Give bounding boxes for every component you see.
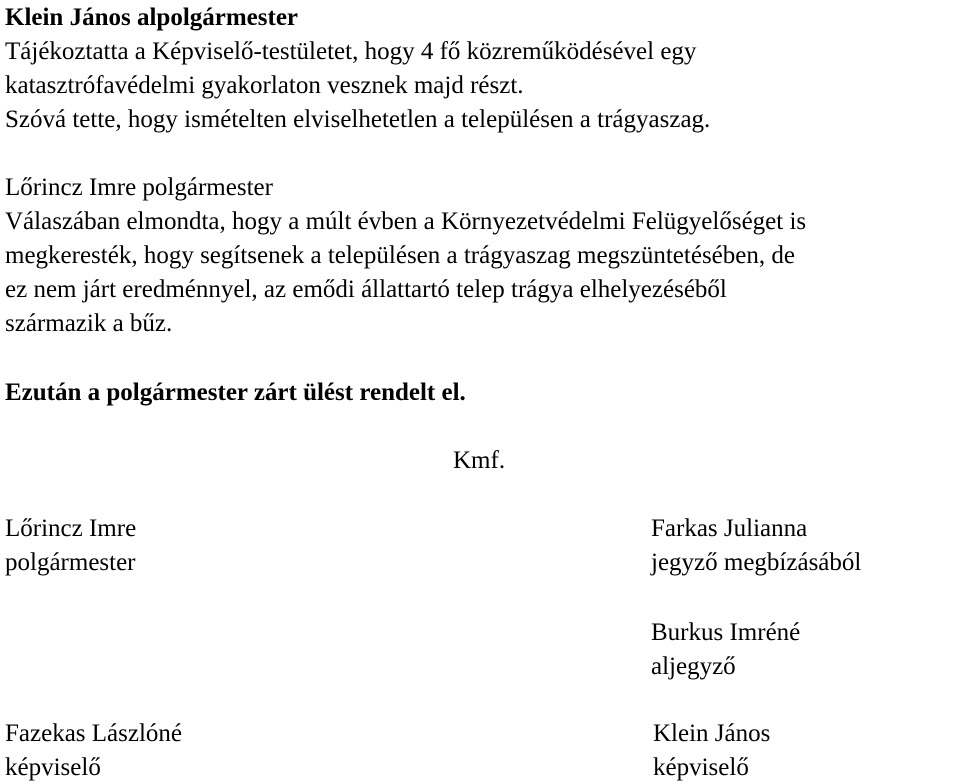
signature-right3-title: képviselő [653, 754, 749, 781]
signature-left1-title: polgármester [5, 549, 136, 576]
signature-left2-name: Fazekas Lászlóné [5, 720, 183, 747]
kmf-label: Kmf. [453, 447, 506, 474]
section2-heading: Lőrincz Imre polgármester [5, 174, 273, 201]
section1-line-2: katasztrófavédelmi gyakorlaton vesznek majd részt. [5, 72, 524, 99]
signature-left1-name: Lőrincz Imre [5, 515, 137, 542]
signature-right1-name: Farkas Julianna [651, 515, 808, 542]
section2-line-1: Válaszában elmondta, hogy a múlt évben a Környezetvédelmi Felügyelőséget is [5, 208, 807, 235]
signature-right2-name: Burkus Imréné [651, 619, 801, 646]
signature-right2-title: aljegyző [651, 653, 736, 680]
section2-line-2: megkeresték, hogy segítsenek a településen a trágyaszag megszüntetésében, de [5, 242, 795, 269]
section2-line-3: ez nem járt eredménnyel, az emődi állattartó telep trágya elhelyezéséből [5, 276, 727, 303]
closing-statement: Ezután a polgármester zárt ülést rendelt el. [5, 379, 466, 406]
section1-line-3: Szóvá tette, hogy ismételten elviselhetetlen a településen a trágyaszag. [5, 106, 711, 133]
section2-line-4: származik a bűz. [5, 310, 173, 337]
signature-right3-name: Klein János [653, 720, 771, 747]
section1-heading: Klein János alpolgármester [5, 4, 299, 31]
section1-line-1: Tájékoztatta a Képviselő-testületet, hogy 4 fő közreműködésével egy [5, 38, 697, 65]
signature-right1-title: jegyző megbízásából [651, 549, 862, 576]
signature-left2-title: képviselő [5, 754, 101, 781]
